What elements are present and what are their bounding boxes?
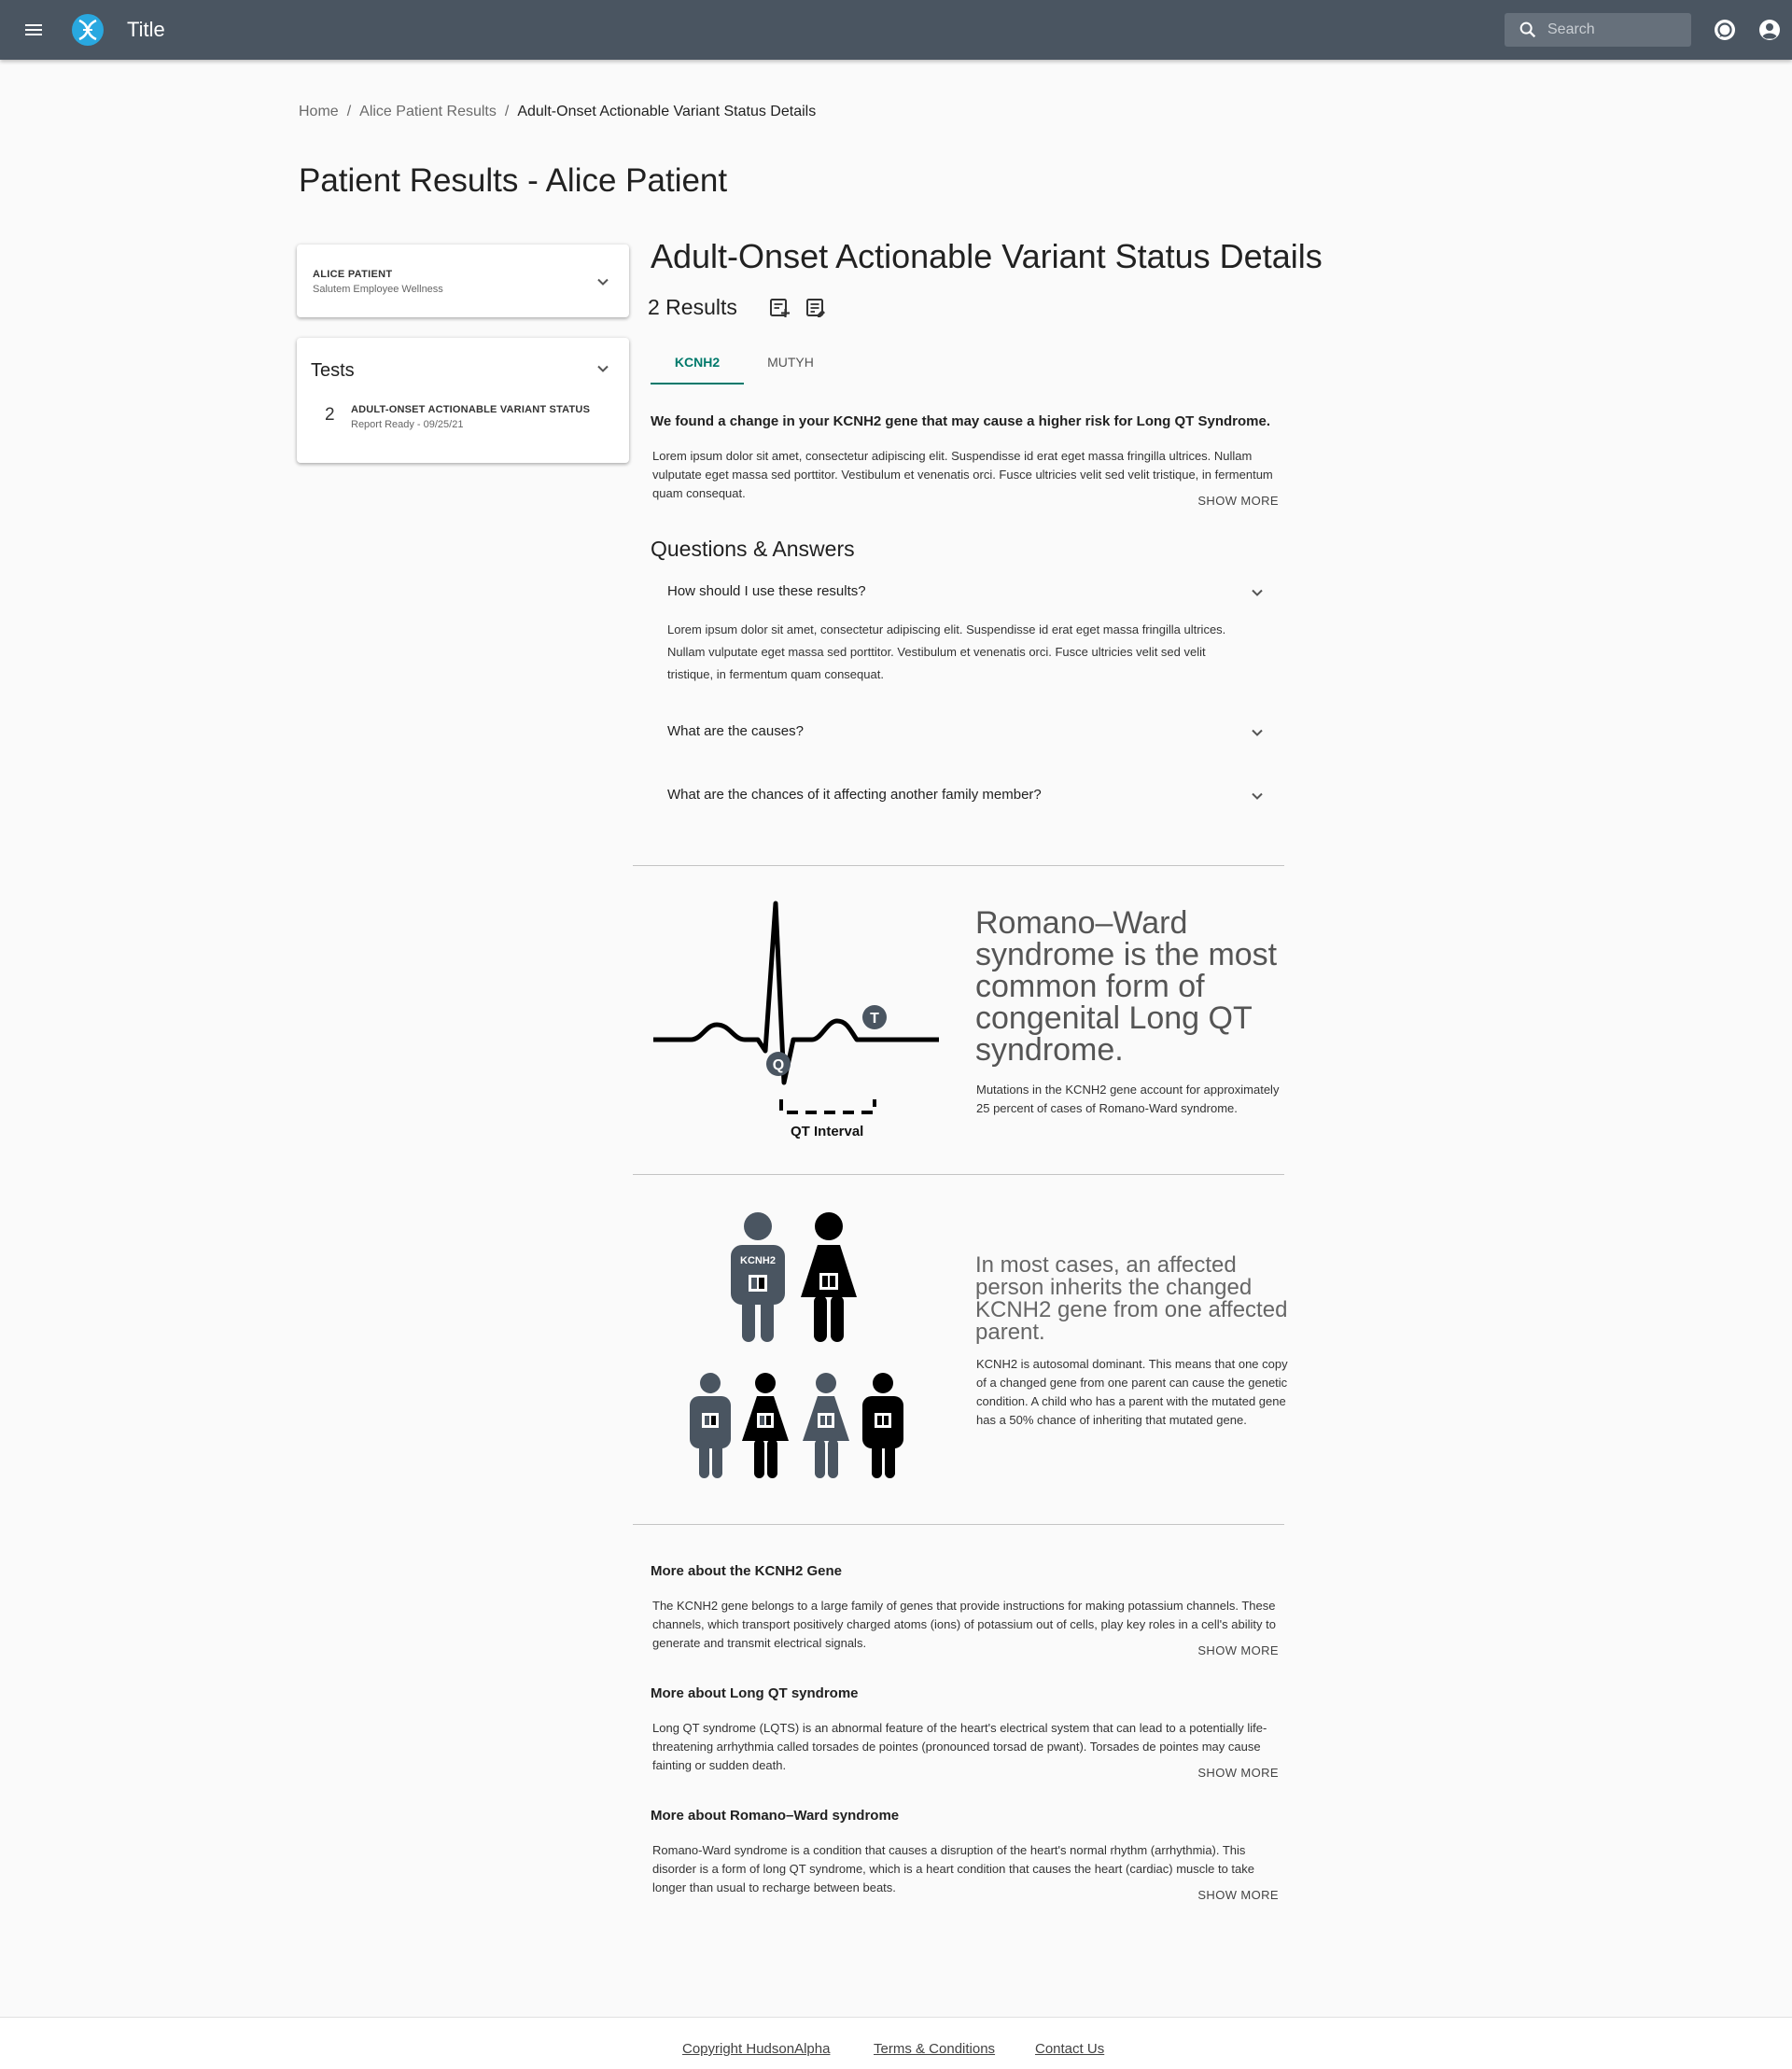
breadcrumb <box>299 104 816 120</box>
test-result-count: 2 <box>325 405 335 425</box>
qa-question-usage[interactable] <box>651 573 1271 614</box>
qa-answer: Lorem ipsum dolor sit amet, consectetur adipiscing elit. Suspendisse id erat eget massa fringilla ultrices. Nullam vulputate eget massa sed porttitor. Vestibulum et venenatis orci. Fusce ultricies velit sed velit tristique, in fermentum quam consequat. <box>667 622 1226 681</box>
qa-question-family[interactable] <box>651 776 1271 818</box>
finding-summary: We found a change in your KCNH2 gene that may cause a higher risk for Long QT Syndrome. <box>651 413 1271 429</box>
tests-card <box>297 338 629 463</box>
tests-card-title: Tests <box>311 360 355 381</box>
footer <box>0 2017 1792 2069</box>
more-about-lqts-heading: More about Long QT syndrome <box>651 1685 859 1701</box>
account-circle-icon[interactable] <box>1757 18 1782 42</box>
chat-icon[interactable] <box>1713 18 1737 42</box>
app-title: Title <box>127 18 165 41</box>
result-description: Lorem ipsum dolor sit amet, consectetur adipiscing elit. Suspendisse id erat eget massa fringilla ultrices. Nullam vulputate eget massa sed porttitor. Vestibulum et venenatis orci. Fusce ultricies velit sed velit tristique, in fermentum quam consequat. <box>652 449 1273 500</box>
qa-question-label: What are the causes? <box>667 723 804 739</box>
notes-list-icon[interactable] <box>805 297 827 319</box>
more-about-lqts-text: Long QT syndrome (LQTS) is an abnormal feature of the heart's electrical system that can lead to a potentially life-threatening arrhythmia called torsades de pointes (pronounced torsad de pwant). Torsades de pointes may cause fainting or sudden death. <box>652 1721 1267 1772</box>
chevron-down-icon[interactable] <box>1248 787 1267 805</box>
breadcrumb-home-link[interactable]: Home <box>299 104 339 119</box>
show-more-button[interactable]: SHOW MORE <box>1197 1888 1279 1902</box>
qa-question-causes[interactable] <box>651 713 1271 754</box>
ecg-waveform-illustration <box>644 896 952 1148</box>
footer-terms-link[interactable]: Terms & Conditions <box>874 2041 996 2057</box>
qt-interval-label: QT Interval <box>791 1124 864 1139</box>
search-input[interactable] <box>1547 13 1687 47</box>
detail-title: Adult-Onset Actionable Variant Status Details <box>651 237 1323 275</box>
test-name: ADULT-ONSET ACTIONABLE VARIANT STATUS <box>351 404 591 415</box>
qa-question-label: How should I use these results? <box>667 583 866 599</box>
more-about-romano-ward-text: Romano-Ward syndrome is a condition that causes a disruption of the heart's normal rhythm (arrhythmia). This disorder is a form of long QT syndrome, which is a heart condition that causes the heart (cardiac) muscle to take longer than usual to recharge between beats. <box>652 1843 1255 1894</box>
show-more-button[interactable]: SHOW MORE <box>1197 1643 1279 1657</box>
inheritance-headline: In most cases, an affected person inherits the changed KCNH2 gene from one affected parent. <box>975 1252 1288 1345</box>
more-about-gene-heading: More about the KCNH2 Gene <box>651 1563 843 1579</box>
search-icon <box>1518 20 1538 40</box>
patient-selector-card[interactable] <box>297 245 629 317</box>
footer-contact-link[interactable]: Contact Us <box>1035 2041 1105 2057</box>
chevron-down-icon[interactable] <box>1248 723 1267 742</box>
test-status: Report Ready - 09/25/21 <box>351 419 464 430</box>
show-more-button[interactable]: SHOW MORE <box>1197 494 1279 508</box>
section-divider <box>633 1524 1284 1525</box>
more-about-gene-text: The KCNH2 gene belongs to a large family of genes that provide instructions for making potassium channels. These channels, which transport positively charged atoms (ions) of potassium out of cells, play key roles in a cell's ability to generate and transmit electrical signals. <box>652 1599 1276 1650</box>
chevron-down-icon[interactable] <box>594 273 612 291</box>
breadcrumb-separator: / <box>504 104 510 119</box>
ecg-headline: Romano–Ward syndrome is the most common form of congenital Long QT syndrome. <box>975 905 1278 1068</box>
breadcrumb-current: Adult-Onset Actionable Variant Status Details <box>517 104 817 119</box>
ecg-description: Mutations in the KCNH2 gene account for approximately 25 percent of cases of Romano-Ward syndrome. <box>976 1083 1280 1115</box>
q-marker: Q <box>772 1057 785 1073</box>
chevron-down-icon[interactable] <box>1248 583 1267 602</box>
gene-label: KCNH2 <box>740 1255 776 1266</box>
qa-heading: Questions & Answers <box>651 537 855 561</box>
qa-question-label: What are the chances of it affecting another family member? <box>667 787 1042 803</box>
inheritance-description: KCNH2 is autosomal dominant. This means that one copy of a changed gene from one parent can cause the genetic condition. A child who has a parent with the mutated gene has a 50% chance of inheriting that mutated gene. <box>976 1357 1288 1427</box>
breadcrumb-results-link[interactable]: Alice Patient Results <box>359 104 497 119</box>
test-list-item[interactable] <box>297 396 629 442</box>
patient-name: ALICE PATIENT <box>313 269 393 280</box>
footer-copyright-link[interactable]: Copyright HudsonAlpha <box>682 2041 831 2057</box>
results-count: 2 Results <box>648 295 737 319</box>
chevron-down-icon[interactable] <box>594 359 612 378</box>
patient-organization: Salutem Employee Wellness <box>313 284 443 295</box>
section-divider <box>633 1174 1284 1175</box>
breadcrumb-separator: / <box>346 104 352 119</box>
family-inheritance-illustration <box>681 1206 915 1495</box>
menu-icon[interactable] <box>22 19 45 41</box>
top-app-bar <box>0 0 1792 60</box>
tab-mutyh[interactable]: MUTYH <box>767 355 814 370</box>
show-more-button[interactable]: SHOW MORE <box>1197 1766 1279 1780</box>
page-title: Patient Results - Alice Patient <box>299 162 728 199</box>
note-add-icon[interactable] <box>768 297 791 319</box>
tab-kcnh2[interactable]: KCNH2 <box>651 340 744 384</box>
t-marker: T <box>870 1011 879 1027</box>
search-box[interactable] <box>1505 13 1691 47</box>
dna-icon[interactable] <box>71 13 105 47</box>
more-about-romano-ward-heading: More about Romano–Ward syndrome <box>651 1808 900 1824</box>
section-divider <box>633 865 1284 866</box>
